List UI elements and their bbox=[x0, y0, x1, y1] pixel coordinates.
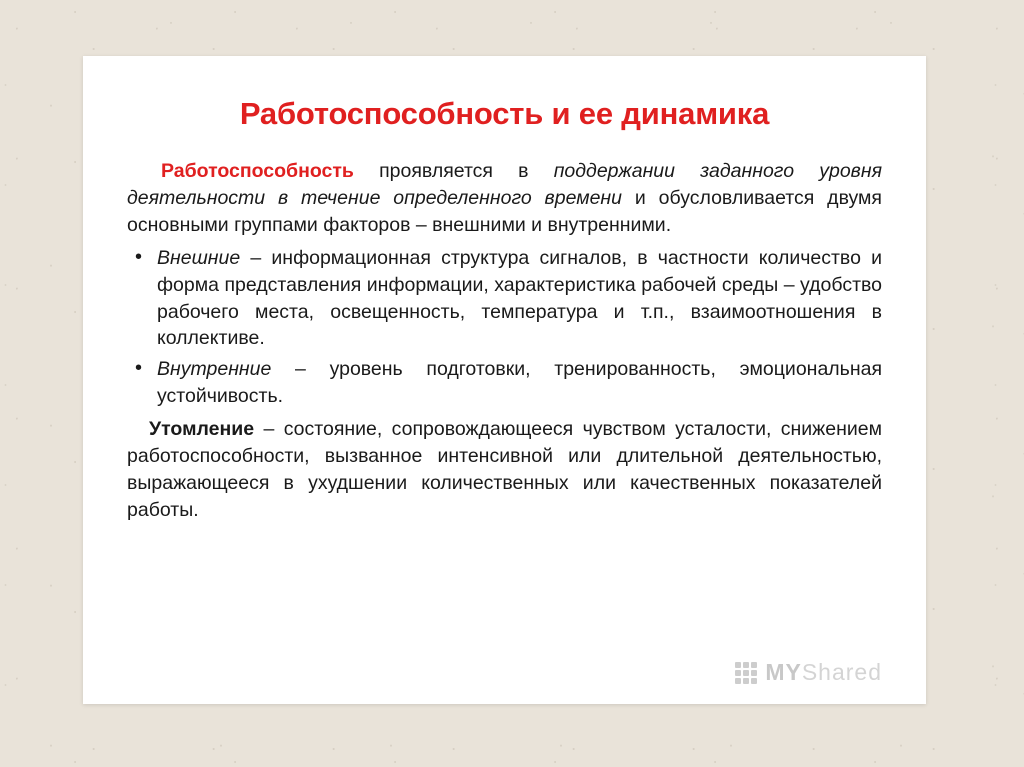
bullet-term-internal: Внутренние bbox=[157, 358, 272, 381]
bullet-term-external: Внешние bbox=[157, 246, 241, 269]
intro-lead-term: Работоспособность bbox=[161, 160, 354, 182]
intro-paragraph bbox=[127, 158, 882, 239]
list-item bbox=[127, 356, 882, 410]
slide-content bbox=[83, 56, 926, 704]
slide-body bbox=[127, 158, 882, 524]
intro-text-2: и обусловливается двумя основными группами факторов – внешними и внутренними. bbox=[127, 186, 882, 236]
watermark-text bbox=[765, 659, 882, 686]
fatigue-lead-term: Утомление bbox=[149, 418, 255, 441]
watermark bbox=[735, 659, 882, 686]
bullet-text-external: – информационная структура сигналов, в частности количество и форма представления информации, характеристика рабочей среды – удобство рабочего места, освещенность, температура и т.п., взаимоотношения в коллективе. bbox=[157, 246, 882, 350]
watermark-suffix: Shared bbox=[801, 659, 882, 685]
intro-text-1: проявляется в bbox=[353, 160, 554, 182]
slide-card bbox=[83, 56, 926, 704]
intro-italic-phrase: поддержании заданного уровня деятельности в течение определенного времени bbox=[127, 160, 882, 209]
factors-list bbox=[127, 245, 882, 410]
fatigue-paragraph bbox=[127, 416, 882, 524]
grid-logo-icon bbox=[735, 662, 757, 684]
fatigue-text: – состояние, сопровождающееся чувством усталости, снижением работоспособности, вызванное интенсивной или длительной деятельностью, выражающееся в ухудшении количественных или качественных показателей работы. bbox=[127, 418, 882, 521]
bullet-text-internal: – уровень подготовки, тренированность, эмоциональная устойчивость. bbox=[157, 358, 882, 408]
watermark-prefix: MY bbox=[765, 659, 802, 685]
list-item bbox=[127, 245, 882, 353]
page-title: Работоспособность и ее динамика bbox=[239, 96, 770, 131]
